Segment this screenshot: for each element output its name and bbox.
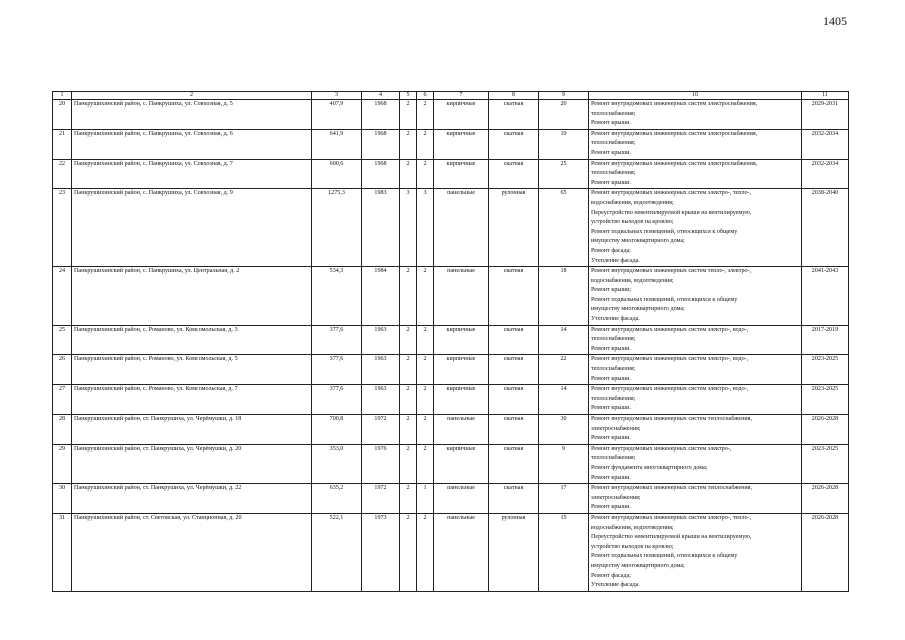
work-item: Ремонт крыши.: [591, 120, 631, 127]
work-item: теплоснабжения;: [591, 140, 636, 147]
column-6-cell: 3: [417, 189, 434, 267]
column-9-cell: 17: [539, 484, 589, 514]
table-row: [53, 484, 849, 514]
work-item: Утепление фасада.: [591, 582, 640, 589]
column-5-cell: 2: [400, 484, 417, 514]
works-cell: [589, 100, 802, 130]
row-number: 20: [53, 100, 72, 130]
page-number: 1405: [823, 14, 847, 28]
column-6-cell: 2: [417, 385, 434, 415]
column-number: 3: [312, 92, 362, 100]
works-cell: [589, 189, 802, 267]
work-item: Ремонт крыши.: [591, 179, 631, 186]
work-item: Переустройство невентилируемой крыши на вентилируемую,: [591, 209, 752, 216]
roof-type-cell: скатная: [489, 484, 539, 514]
work-item: Ремонт фасада;: [591, 572, 631, 579]
wall-material-cell: кирпичные: [434, 444, 489, 483]
work-item: Утепление фасада.: [591, 316, 640, 323]
period-cell: 2017-2019: [802, 325, 849, 355]
year-cell: 1984: [362, 267, 400, 326]
row-number: 30: [53, 484, 72, 514]
work-item: Ремонт подвальных помещений, относящихся к общему: [591, 553, 738, 560]
period-cell: 2041-2043: [802, 267, 849, 326]
work-item: теплоснабжения;: [591, 455, 636, 462]
area-cell: 534,3: [312, 267, 362, 326]
work-item: электроснабжения;: [591, 494, 641, 501]
table-row: [53, 129, 849, 159]
works-cell: [589, 355, 802, 385]
address-cell: Панкрушихинский район, ст. Световская, ул. Станционная, д. 20: [72, 513, 312, 591]
year-cell: 1972: [362, 415, 400, 445]
area-cell: 377,6: [312, 385, 362, 415]
row-number: 26: [53, 355, 72, 385]
column-5-cell: 2: [400, 385, 417, 415]
works-cell: [589, 129, 802, 159]
column-6-cell: 2: [417, 355, 434, 385]
period-cell: 2026-2028: [802, 415, 849, 445]
column-5-cell: 2: [400, 444, 417, 483]
period-cell: 2023-2025: [802, 444, 849, 483]
work-item: теплоснабжения;: [591, 366, 636, 373]
column-5-cell: 2: [400, 513, 417, 591]
column-5-cell: 2: [400, 159, 417, 189]
address-cell: Панкрушихинский район, с. Панкрушиха, ул. Центральная, д. 2: [72, 267, 312, 326]
row-number: 29: [53, 444, 72, 483]
period-cell: 2026-2028: [802, 513, 849, 591]
area-cell: 377,6: [312, 325, 362, 355]
column-number: 7: [434, 92, 489, 100]
work-item: Ремонт внутридомовых инженерных систем электро-, тепло-,: [591, 190, 752, 197]
year-cell: 1968: [362, 100, 400, 130]
column-number: 8: [489, 92, 539, 100]
work-item: Ремонт внутридомовых инженерных систем тепло-, электро-,: [591, 268, 752, 275]
work-item: Ремонт внутридомовых инженерных систем электро-, водо-,: [591, 326, 749, 333]
work-item: теплоснабжения;: [591, 395, 636, 402]
table-row: [53, 385, 849, 415]
period-cell: 2032-2034: [802, 159, 849, 189]
work-item: Ремонт внутридомовых инженерных систем теплоснабжения,: [591, 485, 752, 492]
table-row: [53, 159, 849, 189]
column-5-cell: 2: [400, 355, 417, 385]
column-9-cell: 14: [539, 385, 589, 415]
column-number: 4: [362, 92, 400, 100]
wall-material-cell: панельные: [434, 267, 489, 326]
column-6-cell: 2: [417, 267, 434, 326]
column-6-cell: 1: [417, 484, 434, 514]
row-number: 23: [53, 189, 72, 267]
year-cell: 1983: [362, 189, 400, 267]
work-item: Ремонт крыши.: [591, 375, 631, 382]
roof-type-cell: скатная: [489, 129, 539, 159]
column-5-cell: 2: [400, 415, 417, 445]
address-cell: Панкрушихинский район, с. Романово, ул. Комсомольская, д. 7: [72, 385, 312, 415]
work-item: Ремонт крыши.: [591, 474, 631, 481]
work-item: теплоснабжения;: [591, 170, 636, 177]
row-number: 24: [53, 267, 72, 326]
row-number: 25: [53, 325, 72, 355]
column-9-cell: 19: [539, 129, 589, 159]
column-number: 5: [400, 92, 417, 100]
period-cell: 2038-2040: [802, 189, 849, 267]
work-item: устройство выходов на кровлю;: [591, 219, 674, 226]
column-number: 1: [53, 92, 72, 100]
column-number: 11: [802, 92, 849, 100]
period-cell: 2023-2025: [802, 385, 849, 415]
roof-type-cell: скатная: [489, 355, 539, 385]
column-6-cell: 2: [417, 444, 434, 483]
works-cell: [589, 513, 802, 591]
row-number: 21: [53, 129, 72, 159]
roof-type-cell: рулонная: [489, 189, 539, 267]
period-cell: 2032-2034: [802, 129, 849, 159]
works-cell: [589, 444, 802, 483]
row-number: 31: [53, 513, 72, 591]
work-item: Ремонт подвальных помещений, относящихся к общему: [591, 228, 738, 235]
table-row: [53, 415, 849, 445]
table-row: [53, 513, 849, 591]
work-item: Ремонт внутридомовых инженерных систем электроснабжения,: [591, 101, 758, 107]
wall-material-cell: панельные: [434, 484, 489, 514]
roof-type-cell: скатная: [489, 267, 539, 326]
wall-material-cell: панельные: [434, 415, 489, 445]
year-cell: 1963: [362, 385, 400, 415]
column-5-cell: 2: [400, 325, 417, 355]
column-number: 10: [589, 92, 802, 100]
works-cell: [589, 484, 802, 514]
area-cell: 377,6: [312, 355, 362, 385]
table-row: [53, 100, 849, 130]
work-item: Ремонт крыши.: [591, 504, 631, 511]
work-item: Ремонт внутридомовых инженерных систем электроснабжения,: [591, 130, 758, 137]
year-cell: 1963: [362, 325, 400, 355]
column-number: 9: [539, 92, 589, 100]
work-item: имуществу многоквартирного дома;: [591, 238, 685, 245]
period-cell: 2023-2025: [802, 355, 849, 385]
work-item: водоснабжения, водоотведения;: [591, 199, 674, 206]
column-9-cell: 65: [539, 189, 589, 267]
roof-type-cell: скатная: [489, 159, 539, 189]
area-cell: 353,0: [312, 444, 362, 483]
table-row: [53, 267, 849, 326]
year-cell: 1973: [362, 513, 400, 591]
area-cell: 700,8: [312, 415, 362, 445]
work-item: Утепление фасада.: [591, 257, 640, 264]
work-item: Ремонт крыши.: [591, 149, 631, 156]
table-row: [53, 355, 849, 385]
column-9-cell: 30: [539, 415, 589, 445]
column-5-cell: 3: [400, 189, 417, 267]
period-cell: 2029-2031: [802, 100, 849, 130]
year-cell: 1968: [362, 129, 400, 159]
roof-type-cell: скатная: [489, 325, 539, 355]
housing-registry-table: [52, 91, 849, 592]
works-cell: [589, 267, 802, 326]
column-number: 6: [417, 92, 434, 100]
area-cell: 1275,3: [312, 189, 362, 267]
works-cell: [589, 385, 802, 415]
area-cell: 641,9: [312, 129, 362, 159]
area-cell: 635,2: [312, 484, 362, 514]
row-number: 28: [53, 415, 72, 445]
column-9-cell: 9: [539, 444, 589, 483]
work-item: имуществу многоквартирного дома;: [591, 306, 685, 313]
work-item: Ремонт крыши;: [591, 287, 632, 294]
wall-material-cell: кирпичные: [434, 385, 489, 415]
work-item: Ремонт внутридомовых инженерных систем электро-, водо-,: [591, 386, 749, 393]
wall-material-cell: кирпичные: [434, 100, 489, 130]
work-item: электроснабжения;: [591, 425, 641, 432]
table-row: [53, 325, 849, 355]
work-item: Переустройство невентилируемой крыши на вентилируемую,: [591, 534, 752, 541]
row-number: 22: [53, 159, 72, 189]
column-6-cell: 2: [417, 513, 434, 591]
period-cell: 2026-2028: [802, 484, 849, 514]
work-item: Ремонт внутридомовых инженерных систем электро-, водо-,: [591, 356, 749, 363]
roof-type-cell: скатная: [489, 100, 539, 130]
work-item: Ремонт внутридомовых инженерных систем электро-,: [591, 445, 732, 452]
column-6-cell: 2: [417, 159, 434, 189]
wall-material-cell: панельные: [434, 189, 489, 267]
column-9-cell: 20: [539, 100, 589, 130]
year-cell: 1963: [362, 355, 400, 385]
work-item: Ремонт внутридомовых инженерных систем электроснабжения,: [591, 160, 758, 167]
works-cell: [589, 159, 802, 189]
year-cell: 1972: [362, 484, 400, 514]
roof-type-cell: рулонная: [489, 513, 539, 591]
address-cell: Панкрушихинский район, ст. Панкрушиха, ул. Черёмушки, д. 22: [72, 484, 312, 514]
work-item: теплоснабжения;: [591, 336, 636, 343]
wall-material-cell: кирпичные: [434, 129, 489, 159]
work-item: водоснабжения, водоотведения;: [591, 524, 674, 531]
address-cell: Панкрушихинский район, с. Панкрушиха, ул. Совхозная, д. 6: [72, 129, 312, 159]
work-item: Ремонт крыши.: [591, 405, 631, 412]
work-item: Ремонт внутридомовых инженерных систем теплоснабжения,: [591, 416, 752, 422]
work-item: Ремонт фасада;: [591, 247, 631, 254]
work-item: имуществу многоквартирного дома;: [591, 562, 685, 569]
column-5-cell: 2: [400, 267, 417, 326]
work-item: Ремонт крыши.: [591, 345, 631, 352]
roof-type-cell: скатная: [489, 444, 539, 483]
address-cell: Панкрушихинский район, ст. Панкрушиха, ул. Черёмушки, д. 20: [72, 444, 312, 483]
wall-material-cell: панельные: [434, 513, 489, 591]
column-9-cell: 25: [539, 159, 589, 189]
address-cell: Панкрушихинский район, с. Панкрушиха, ул. Совхозная, д. 9: [72, 189, 312, 267]
address-cell: Панкрушихинский район, с. Романово, ул. Комсомольская, д. 3: [72, 325, 312, 355]
year-cell: 1976: [362, 444, 400, 483]
table-row: [53, 189, 849, 267]
roof-type-cell: скатная: [489, 385, 539, 415]
column-6-cell: 2: [417, 129, 434, 159]
area-cell: 522,1: [312, 513, 362, 591]
area-cell: 600,6: [312, 159, 362, 189]
works-cell: [589, 325, 802, 355]
column-9-cell: 18: [539, 267, 589, 326]
wall-material-cell: кирпичные: [434, 159, 489, 189]
column-6-cell: 2: [417, 325, 434, 355]
work-item: теплоснабжения;: [591, 110, 636, 117]
address-cell: Панкрушихинский район, с. Панкрушиха, ул. Совхозная, д. 5: [72, 100, 312, 130]
column-5-cell: 2: [400, 129, 417, 159]
works-cell: [589, 415, 802, 445]
row-number: 27: [53, 385, 72, 415]
work-item: Ремонт подвальных помещений, относящихся к общему: [591, 296, 738, 303]
work-item: устройство выходов на кровлю;: [591, 543, 674, 550]
work-item: Ремонт внутридомовых инженерных систем электро-, тепло-,: [591, 514, 752, 521]
column-6-cell: 2: [417, 415, 434, 445]
column-9-cell: 22: [539, 355, 589, 385]
work-item: Ремонт фундамента многоквартирного дома;: [591, 464, 708, 471]
address-cell: Панкрушихинский район, с. Романово, ул. Комсомольская, д. 5: [72, 355, 312, 385]
column-9-cell: 14: [539, 325, 589, 355]
work-item: водоснабжения, водоотведения;: [591, 277, 674, 284]
work-item: Ремонт крыши.: [591, 435, 631, 442]
column-number: 2: [72, 92, 312, 100]
address-cell: Панкрушихинский район, с. Панкрушиха, ул. Совхозная, д. 7: [72, 159, 312, 189]
column-9-cell: 15: [539, 513, 589, 591]
wall-material-cell: кирпичные: [434, 355, 489, 385]
year-cell: 1968: [362, 159, 400, 189]
address-cell: Панкрушихинский район, ст. Панкрушиха, ул. Черёмушки, д. 18: [72, 415, 312, 445]
table-row: [53, 444, 849, 483]
column-5-cell: 2: [400, 100, 417, 130]
area-cell: 407,9: [312, 100, 362, 130]
roof-type-cell: скатная: [489, 415, 539, 445]
column-number-row: [53, 92, 849, 100]
column-6-cell: 2: [417, 100, 434, 130]
wall-material-cell: кирпичные: [434, 325, 489, 355]
